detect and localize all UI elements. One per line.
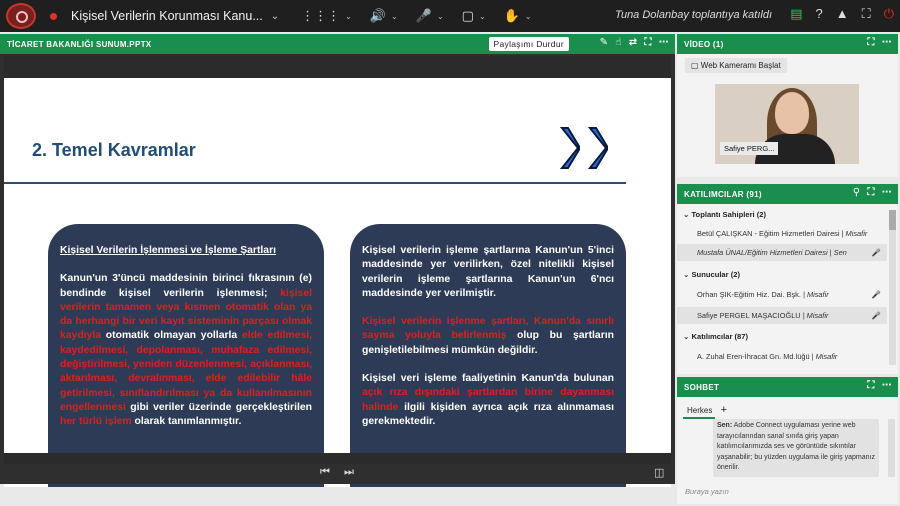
webcam-feed [715,84,859,164]
chat-message [713,419,879,477]
sidebar-toggle-icon[interactable]: ◫ [654,467,665,479]
participant-name: Safiye PERGEL MAŞACIOĞLU [697,311,801,320]
microphone-muted-icon: 🎤 [415,8,432,23]
more-icon[interactable]: ⋯ [658,37,669,48]
title-divider [4,182,626,184]
participant-row[interactable] [677,286,887,303]
participant-row[interactable] [677,244,887,261]
highlight-span: kişisel verilerin tamamen veya kısmen otomatik olan ya da herhangi bir veri kayıt sisteminin parçası olmak kaydıyla [60,287,312,342]
speaker-button[interactable] [370,8,398,24]
participants-pod [677,184,898,374]
more-icon[interactable]: ⋯ [881,187,892,198]
participant-role: | Misafir [811,352,838,361]
share-pod-title: TİCARET BAKANLIĞI SUNUM.PPTX [7,39,152,49]
chat-tabs [687,404,727,416]
start-webcam-button[interactable] [685,58,787,73]
top-bar [0,0,900,32]
raise-hand-button[interactable] [504,8,532,24]
video-pod-title: VİDEO (1) [684,39,724,49]
chat-input[interactable]: Buraya yazın [685,487,729,496]
box-paragraph [362,372,614,429]
box-paragraph [362,315,614,358]
pointer-icon[interactable]: ☝ [615,37,622,48]
camera-icon: ▢ [691,61,701,70]
power-icon[interactable]: ⏻ [883,6,894,21]
chevron-down-icon: ⌄ [436,11,444,21]
participant-role: | Misafir [802,290,829,299]
recording-indicator-icon [50,13,57,20]
scrollbar-thumb[interactable] [889,210,896,230]
group-label: Sunucular (2) [691,270,741,279]
highlight-span: açık rıza dışındaki şartlardan birine dayanması halinde [362,387,614,413]
tab-everyone[interactable]: Herkes [687,406,713,415]
next-slide-icon[interactable]: ⏭ [344,466,354,478]
chevron-down-icon: ⌄ [478,11,486,21]
group-label: Toplantı Sahipleri (2) [691,210,767,219]
message-sender: Sen: [717,422,733,429]
participant-row[interactable] [677,348,887,365]
chevron-down-icon[interactable]: ⌄ [270,10,280,22]
share-pod [0,34,675,484]
fullscreen-icon[interactable]: ⛶ [867,187,875,198]
participant-role: | Misafir [841,229,868,238]
fullscreen-icon[interactable]: ⛶ [867,37,875,48]
group-header[interactable]: ⌄ Katılımcılar (87) [683,332,749,341]
participant-name: Betül ÇALIŞKAN - Eğitim Hizmetleri Dairesi [697,229,840,238]
search-icon[interactable]: ⚲ [852,187,861,198]
chat-pod-header [677,377,898,397]
hand-icon: ✋ [503,8,520,23]
microphone-button[interactable] [416,8,444,24]
status-text: Tuna Dolanbay toplantıya katıldı [615,9,772,21]
video-pod-header [677,34,898,54]
bell-icon[interactable]: ▲ [835,6,849,21]
webcam-name-label: Safiye PERG... [720,142,778,155]
participant-name: Mustafa ÜNAL/Eğitim Hizmetleri Dairesi [697,248,828,257]
stop-sharing-button[interactable]: Paylaşımı Durdur [489,37,569,51]
slide-title: 2. Temel Kavramlar [32,140,196,160]
slide-top-band [4,56,671,78]
video-pod [677,34,898,177]
speaker-icon: 🔊 [369,8,387,23]
fullscreen-icon[interactable]: ⛶ [867,380,875,391]
mic-muted-icon: 🎤 [871,290,881,299]
processing-definition-box [48,224,324,487]
more-icon[interactable]: ⋯ [881,380,892,391]
highlight-span: Kişisel verilerin işlenme şartları, Kanun'da sınırlı sayma yoluyla belirlenmiş [362,316,614,342]
processing-conditions-box [350,224,626,487]
participant-row[interactable] [677,225,887,242]
chat-pod-title: SOHBET [684,382,720,392]
share-pod-header [0,34,675,54]
highlight-span: elde edilmesi, kaydedilmesi, depolanması, muhafaza edilmesi, değiştirilmesi, yeniden düzenlenmesi, açıklanması, aktarılması, devralınması, elde edilebilir hâle getirilmesi, sınıflandırılması ya da kullanılmasının engellenmesi [60,330,313,413]
participants-pod-title: KATILIMCILAR (91) [684,189,762,199]
signal-icon[interactable]: ▤ [790,6,803,21]
group-label: Katılımcılar (87) [691,332,749,341]
participants-scrollbar[interactable] [889,210,896,365]
box-heading: Kişisel Verilerin İşlenmesi ve İşleme Şartları [60,245,277,256]
start-webcam-label: Web Kameramı Başlat [700,61,781,70]
pen-icon[interactable]: ✎ [599,37,609,48]
fullscreen-icon[interactable]: ⛶ [861,6,871,21]
group-header[interactable]: ⌄ Sunucular (2) [683,270,741,279]
highlight-span: her türlü işlem [60,416,132,428]
ministry-logo-icon [6,3,36,29]
group-header[interactable]: ⌄ Toplantı Sahipleri (2) [683,210,767,219]
text-span: olup bu şartların genişletilebilmesi mümkün değildir. [362,330,614,356]
chevron-down-icon: ⌄ [345,11,352,21]
mic-muted-icon: 🎤 [871,248,881,257]
grid-icon: ⋮⋮⋮ [301,8,341,23]
text-span: otomatik olmayan yollarla [101,330,242,342]
active-tab-indicator [683,417,715,419]
text-span: ilgili kişiden ayrıca açık rıza alınmaması gerekmektedir. [362,401,614,427]
participants-pod-header [677,184,898,204]
text-span: Kişisel veri işleme faaliyetinin Kanun'da bulunan [362,373,614,385]
person-face [775,92,809,134]
help-icon[interactable]: ? [815,6,823,21]
presentation-slide [4,78,671,487]
camera-icon: ▢ [461,8,474,23]
participant-name: Orhan ŞIK-Eğitim Hiz. Dai. Bşk. [697,290,801,299]
previous-slide-icon[interactable]: ⏮ [320,466,330,478]
chevron-right-icon [560,126,580,170]
message-text: Adobe Connect uygulaması yerine web tarayıcılarından sanal sınıfa giriş yapan katılımcılarımızda ses ve görüntüde sıkıntılar yaşanabilir; bu yüzden uygulama ile giriş yapmanız önerilir. [717,422,875,471]
more-icon[interactable]: ⋯ [881,37,892,48]
participant-role: | Misafir [802,311,829,320]
box-text [60,272,312,429]
layout-grid-button[interactable] [301,8,352,24]
chevron-down-icon: ⌄ [524,11,532,21]
text-span: olarak tanımlanmıştır. [131,416,242,428]
chevron-right-icon [588,126,608,170]
participant-name: A. Zuhal Eren-İhracat Gn. Md.lüğü [697,352,810,361]
chevron-down-icon: ⌄ [391,11,398,21]
sync-icon[interactable]: ⇄ [628,37,638,48]
microphone-icon: 🎤 [871,311,881,320]
text-span: Kanun'un 3'üncü maddesinin birinci fıkrasının (e) bendinde kişisel verilerin işlenmesi; [60,273,312,299]
chat-pod [677,377,898,504]
text-span: gibi veriler üzerinde gerçekleştirilen [125,401,312,413]
box-paragraph: Kişisel verilerin işleme şartlarına Kanun'un 5'inci maddesinde yer verilirken, özel nitelikli kişisel verilerin işleme şartlarına Kanun'un 6'ncı maddesinde yer verilmiştir. [362,245,614,299]
add-tab-icon[interactable]: + [720,404,728,416]
slide-navigation [0,464,675,484]
fullscreen-icon[interactable]: ⛶ [644,37,652,48]
participant-role: | Sen [829,248,847,257]
chat-scrollbar[interactable] [888,419,895,477]
participant-row[interactable] [677,307,887,324]
camera-button[interactable] [462,8,486,24]
meeting-title[interactable]: Kişisel Verilerin Korunması Kanu... [71,9,263,23]
